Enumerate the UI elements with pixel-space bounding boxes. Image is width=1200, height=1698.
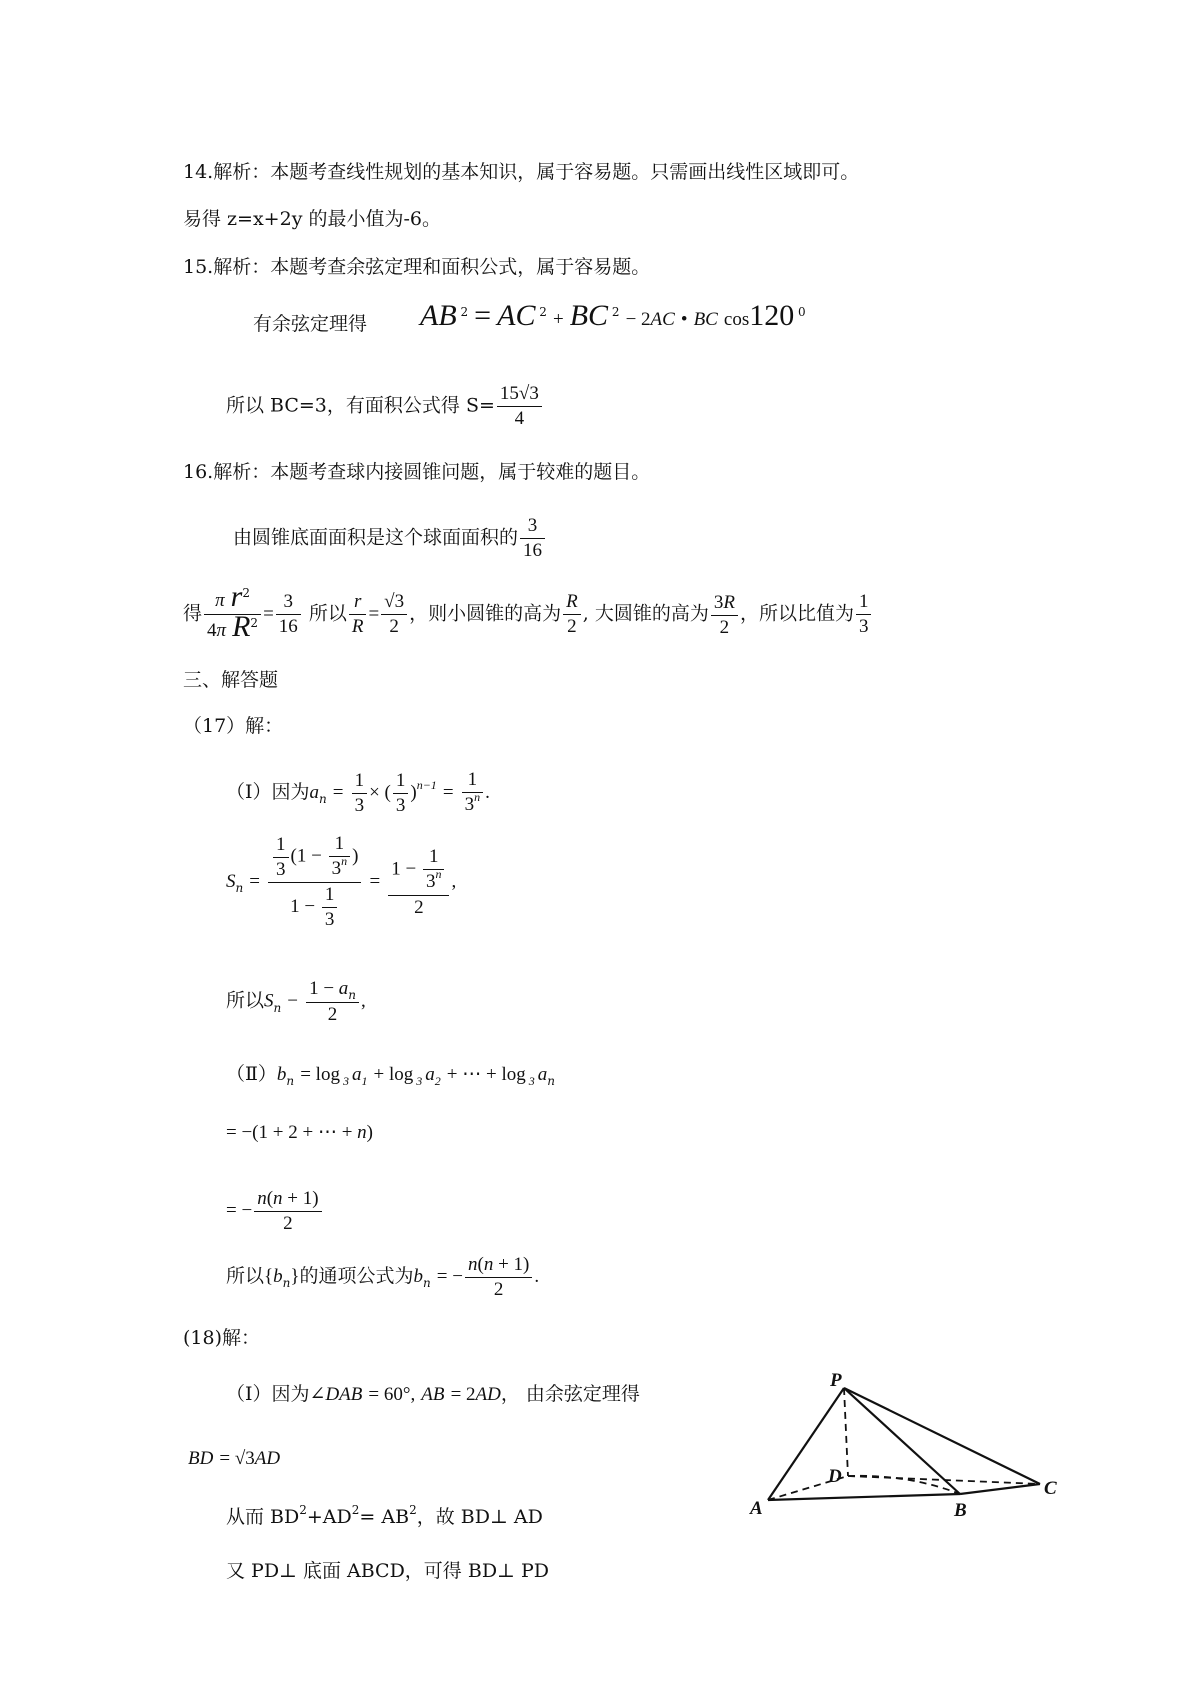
cosine-rule-formula: AB $^2$ = AC $^2$ + BC $^2$ − 2AC • BC cos120 $^0$: [420, 299, 806, 332]
q17-part1: （Ⅰ）因为$a_n$ = $\frac{1}{3}$ × ( $\frac{1}{3}$ )$^{n-1}$ = $\frac{1}{3^n}$ .: [226, 769, 490, 816]
vertex-label-c: C: [1044, 1478, 1057, 1499]
q18-part1: （Ⅰ）因为∠DAB = 60°, AB = 2AD， 由余弦定理得: [226, 1383, 640, 1405]
q17-sum-step: = −(1 + 2 + ⋯ + n): [226, 1122, 373, 1143]
vertex-label-p: P: [830, 1370, 842, 1391]
pyramid-figure: [748, 1360, 1078, 1520]
q17-general-term: 所以$\{b_n\}$的通项公式为$b_n$ = − $\frac{n(n + 1)}{2}$ .: [226, 1254, 540, 1300]
bd-formula: BD = √3AD: [188, 1448, 281, 1469]
q17-sn-formula: $S_n$ = $\frac{1}{3}$ (1 − $\frac{1}{3^n}$ ) 1 − $\frac{1}{3}$ = 1 − $\frac{1}{3^n}$ 2 ,: [226, 833, 457, 930]
vertex-label-b: B: [954, 1500, 967, 1520]
q15-cos-intro: 有余弦定理得: [253, 313, 368, 335]
edge-ab: [768, 1494, 960, 1500]
vertex-label-a: A: [750, 1498, 763, 1519]
edge-pc: [844, 1388, 1040, 1484]
edge-bc: [960, 1484, 1040, 1494]
q15-line1: 15.解析：本题考查余弦定理和面积公式，属于容易题。: [183, 256, 651, 278]
q16-intro: 由圆锥底面面积是这个球面面积的 $\frac{3}{16}$: [233, 514, 547, 563]
q15-area-line: 所以 BC=3，有面积公式得 S= $\frac{15√3}{4}$: [226, 382, 544, 431]
q14-line1: 14.解析：本题考查线性规划的基本知识，属于容易题。只需画出线性区域即可。: [183, 161, 860, 183]
q18-pythagoras: 从而 $BD^2+AD^2= AB^2$，故 BD⊥ AD: [226, 1503, 543, 1528]
q17-part2: $(Ⅱ)b_n = \log _3$ $a_1 + \log _3$ $a_2$ + ⋯ + log $_3$ $a_n$: [226, 1063, 555, 1088]
q17-sum-result: = − $\frac{n(n + 1)}{2}$: [226, 1186, 324, 1236]
q17-sn-result: 所以$S_n$ − $\frac{1 - a_n}{2}$ ,: [226, 978, 366, 1025]
q14-line2: 易得 z=x+2y 的最小值为-6。: [183, 208, 441, 230]
q18-perpendicular: 又 PD⊥ 底面 ABCD，可得 BD⊥ PD: [226, 1560, 549, 1582]
q16-derivation: 得 $\frac{\pi r^2}{4\pi R^2}$ = $\frac{3}{16}$ 所以 $\frac{r}{R}$ = $\frac{√3}{2}$ ，则小圆锥的高为 $\frac{R}{2}$ , 大圆锥的高为 $\frac{3R}{2}$ ，所以比值为 $\frac{1}{3}$: [183, 585, 873, 644]
q17-head: （17）解：: [183, 715, 284, 737]
section-heading: 三、解答题: [183, 669, 279, 691]
edge-pd: [844, 1388, 848, 1476]
q16-line1: 16.解析：本题考查球内接圆锥问题，属于较难的题目。: [183, 461, 651, 483]
vertex-label-d: D: [828, 1466, 842, 1487]
q18-head: (18)解：: [183, 1327, 261, 1349]
